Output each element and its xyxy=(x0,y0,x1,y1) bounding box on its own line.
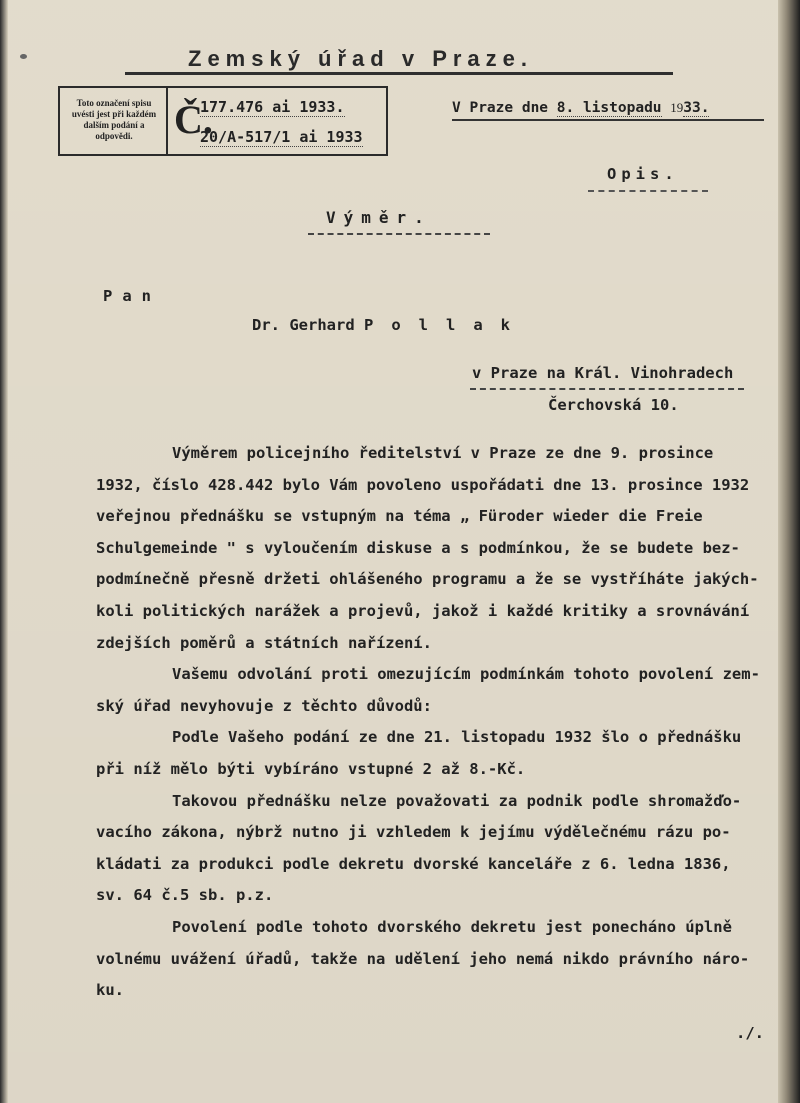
body-line: koli politických narážek a projevů, jakož i každé kritiky a srovnávání xyxy=(96,601,750,620)
body-line: kládati za produkci podle dekretu dvorské kanceláře z 6. ledna 1836, xyxy=(96,854,731,873)
date-year-prefix: 19 xyxy=(670,100,684,115)
date-rule xyxy=(452,119,764,121)
body-line: 1932, číslo 428.442 bylo Vám povoleno uspořádati dne 13. prosince 1932 xyxy=(96,475,750,494)
date-line xyxy=(452,100,709,116)
recipient-name-prefix: Dr. Gerhard xyxy=(252,316,355,334)
date-year-suffix: 33. xyxy=(683,100,710,116)
salutation: Pan xyxy=(103,287,161,305)
body-line: veřejnou přednášku se vstupným na téma „ Füroder wieder die Freie xyxy=(96,507,703,526)
recipient-surname: Pollak xyxy=(364,316,528,334)
body-line: Schulgemeinde " s vyloučením diskuse a s podmínkou, že se budete bez- xyxy=(96,538,740,557)
reference-prefix: Č. xyxy=(174,97,213,142)
body-line: vacího zákona, nýbrž nutno ji vzhledem k jejímu výdělečnému rázu po- xyxy=(96,823,731,842)
body-line: podmínečně přesně držeti ohlášeného programu a že se vystříháte jakých- xyxy=(96,570,759,589)
recipient-address-1: v Praze na Král. Vinohradech xyxy=(472,364,734,382)
recipient-address-2: Čerchovská 10. xyxy=(548,396,679,414)
body-text xyxy=(96,438,776,1007)
body-line: Takovou přednášku nelze považovati za podnik podle shromažďo- xyxy=(172,791,742,810)
body-line: ku. xyxy=(96,981,124,1000)
ink-mark xyxy=(20,54,27,59)
body-line: Výměrem policejního ředitelství v Praze ze dne 9. prosince xyxy=(172,444,714,462)
date-prefix: V Praze dne xyxy=(452,100,549,116)
copy-label: Opis. xyxy=(607,165,679,183)
page-shadow-left xyxy=(0,0,8,1103)
date-value: 8. listopadu xyxy=(556,100,662,116)
body-line: Podle Vašeho podání ze dne 21. listopadu 1932 šlo o přednášku xyxy=(172,728,742,747)
reference-divider xyxy=(166,88,168,154)
continuation-mark: ./. xyxy=(736,1024,764,1042)
reference-box xyxy=(58,86,388,156)
page-edge-right xyxy=(778,0,800,1103)
recipient-name xyxy=(252,316,528,334)
document-title: Výměr. xyxy=(326,208,432,227)
address-underline xyxy=(470,388,744,390)
body-line: Vašemu odvolání proti omezujícím podmínkám tohoto povolení zem- xyxy=(172,665,760,684)
title-underline xyxy=(308,233,490,235)
body-line: sv. 64 č.5 sb. p.z. xyxy=(96,886,274,905)
reference-number-2: 20/A-517/1 ai 1933 xyxy=(200,128,363,146)
reference-note: Toto označení spisu uvésti jest při každém dalším podání a odpovědi. xyxy=(71,98,157,141)
reference-number-1: 177.476 ai 1933. xyxy=(200,98,345,116)
body-line: volnému uvážení úřadů, takže na udělení jeho nemá nikdo právního náro- xyxy=(96,949,750,968)
copy-label-underline xyxy=(588,190,708,192)
heading-rule xyxy=(125,72,673,75)
body-line: ský úřad nevyhovuje z těchto důvodů: xyxy=(96,696,432,715)
body-line: zdejších poměrů a státních nařízení. xyxy=(96,633,432,652)
body-line: při níž mělo býti vybíráno vstupné 2 až 8.-Kč. xyxy=(96,759,526,778)
office-heading: Zemský úřad v Praze. xyxy=(188,46,534,71)
body-line: Povolení podle tohoto dvorského dekretu jest ponecháno úplně xyxy=(172,917,732,936)
